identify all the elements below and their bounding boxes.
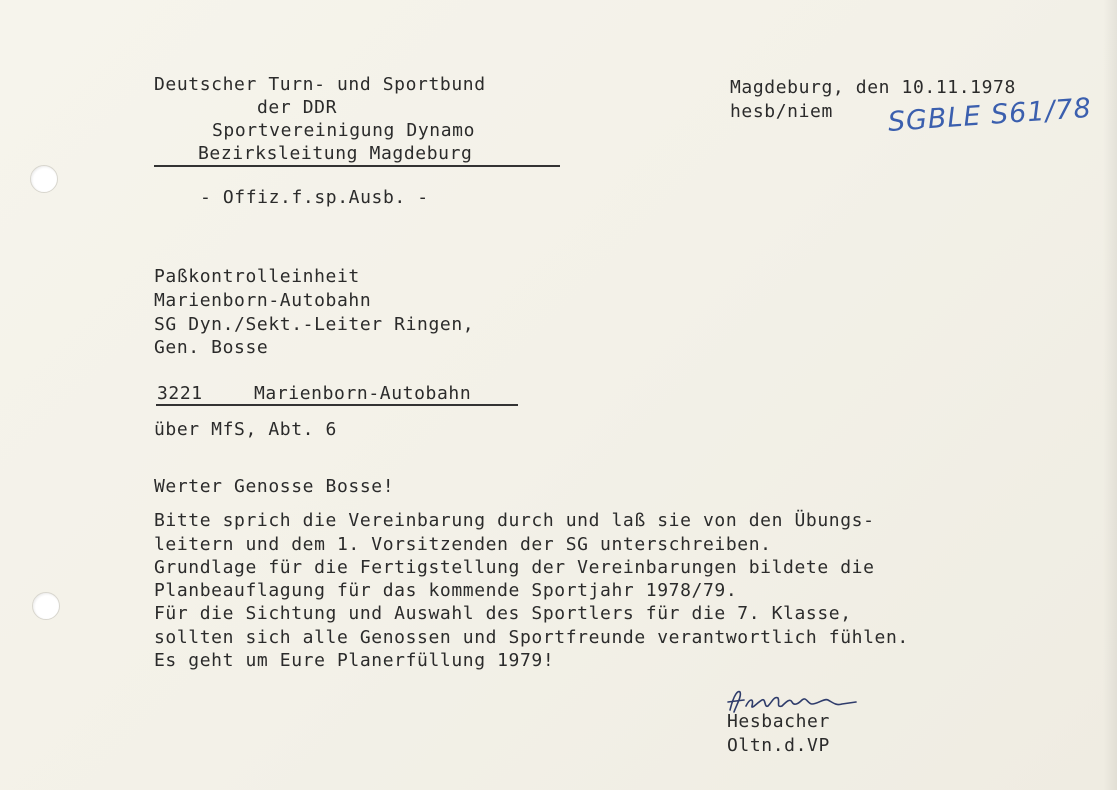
recipient-line4: Gen. Bosse [154,337,269,358]
sender-underline [154,165,560,167]
body-line: Planbeauflagung für das kommende Sportjahr 1978/79. [154,580,738,601]
recipient-line3: SG Dyn./Sekt.-Leiter Ringen, [154,314,475,335]
sender-org-line3: Sportvereinigung Dynamo [212,120,476,141]
body-line: leitern und dem 1. Vorsitzenden der SG unterschreiben. [154,534,772,555]
recipient-via: über MfS, Abt. 6 [154,419,337,440]
salutation: Werter Genosse Bosse! [154,476,395,497]
sender-org-line4: Bezirksleitung Magdeburg [198,143,473,164]
address-underline [156,404,518,406]
page-edge-shadow [1103,0,1117,790]
recipient-city: Marienborn-Autobahn [254,383,472,404]
body-line: Es geht um Eure Planerfüllung 1979! [154,650,555,671]
punch-hole-bottom [32,592,60,620]
sender-org-line1: Deutscher Turn- und Sportbund [154,74,486,95]
sender-org-line2: der DDR [257,97,338,118]
recipient-line1: Paßkontrolleinheit [154,266,360,287]
body-line: Grundlage für die Fertigstellung der Vereinbarungen bildete die [154,557,875,578]
handwritten-file-reference: SGBLE S61/78 [886,92,1093,138]
sender-department: - Offiz.f.sp.Ausb. - [200,187,429,208]
punch-hole-top [30,165,58,193]
recipient-line2: Marienborn-Autobahn [154,290,372,311]
reference-code: hesb/niem [730,101,833,122]
body-line: Für die Sichtung und Auswahl des Sportlers für die 7. Klasse, [154,603,852,624]
signature-rank: Oltn.d.VP [727,735,830,756]
place-date: Magdeburg, den 10.11.1978 [730,77,1016,98]
body-line: Bitte sprich die Vereinbarung durch und laß sie von den Übungs- [154,510,875,531]
signature-name: Hesbacher [727,711,830,732]
recipient-postal-code: 3221 [157,383,203,404]
body-line: sollten sich alle Genossen und Sportfreunde verantwortlich fühlen. [154,627,909,648]
